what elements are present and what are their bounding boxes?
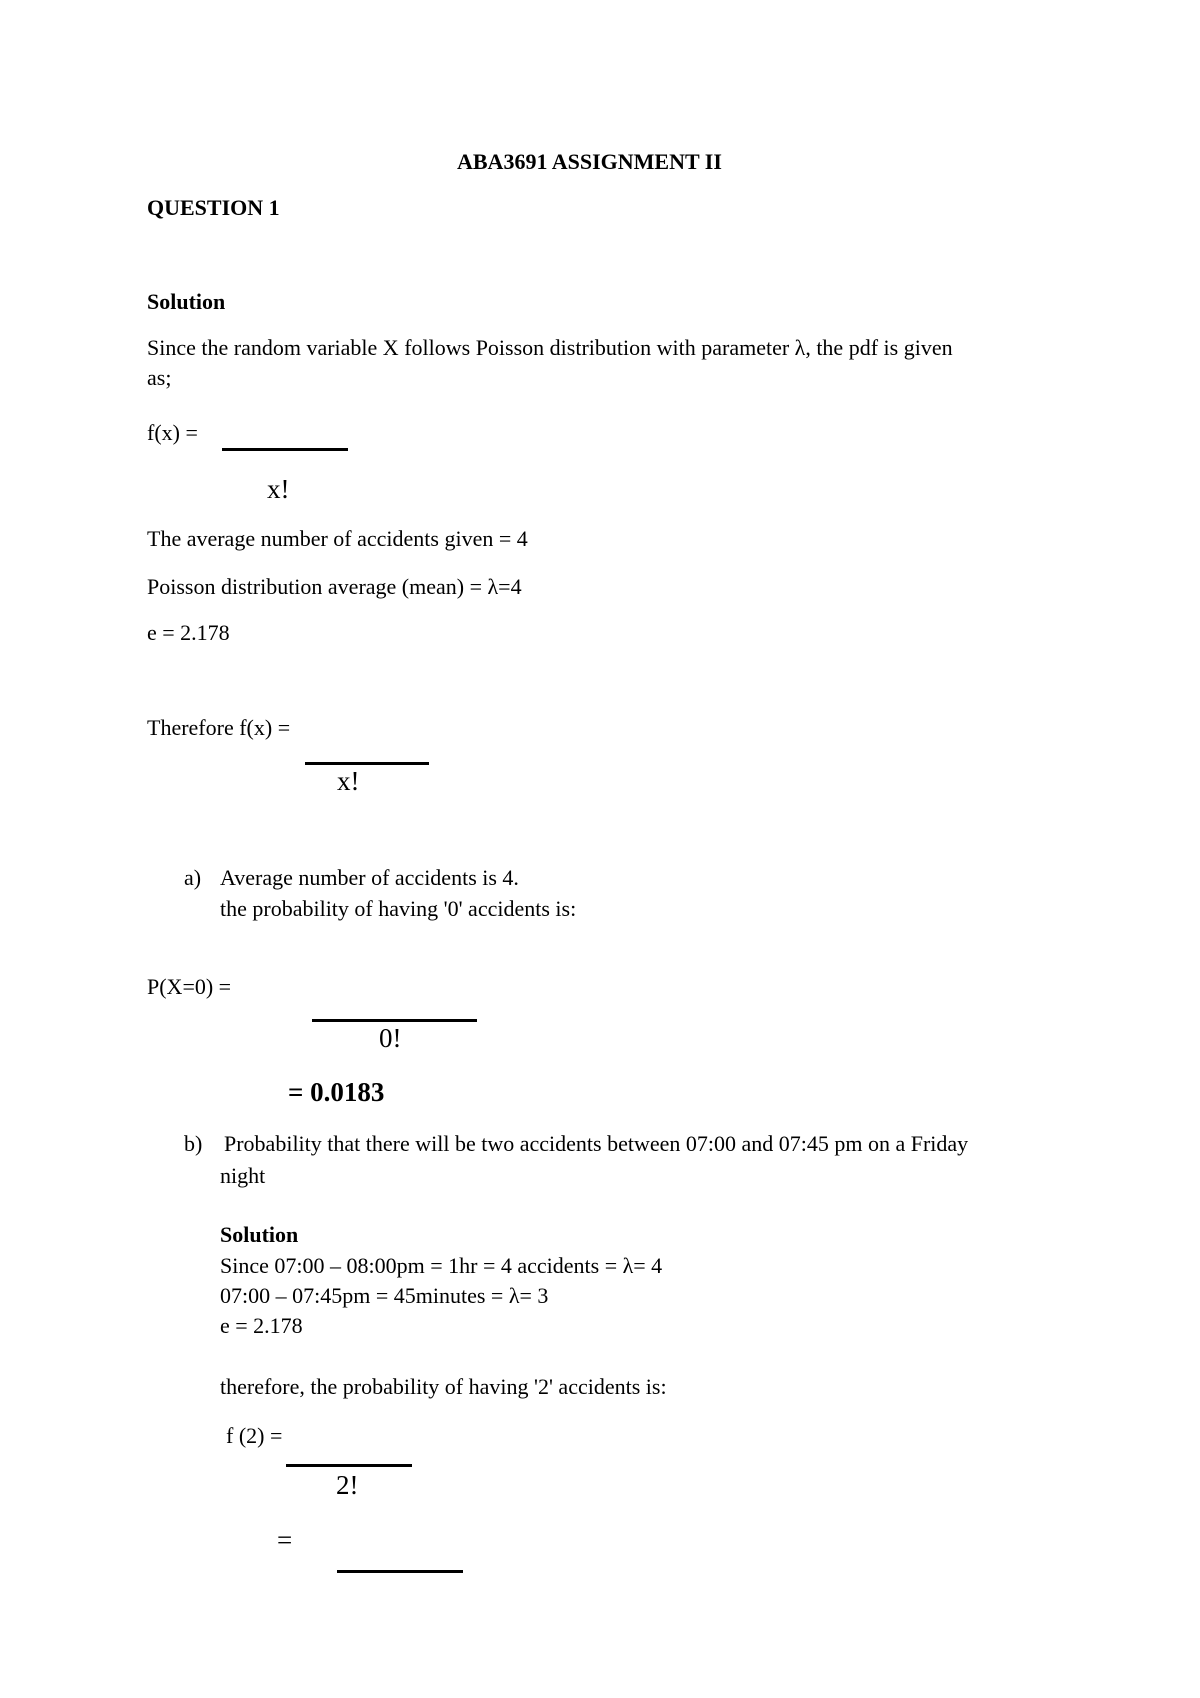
part-b-step-2: 07:00 – 07:45pm = 45minutes = λ= 3 xyxy=(220,1283,549,1308)
fx-label: f(x) = xyxy=(147,420,198,445)
part-b-line-2: night xyxy=(220,1163,266,1188)
part-b-equals: = xyxy=(277,1525,293,1555)
average-given-text: The average number of accidents given = 4 xyxy=(147,526,528,551)
therefore-denominator: x! xyxy=(337,766,360,796)
part-b-marker: b) xyxy=(184,1131,203,1156)
fx-denominator: x! xyxy=(267,474,290,504)
part-b-solution-heading: Solution xyxy=(220,1222,299,1247)
intro-text-line-1: Since the random variable X follows Poisson distribution with parameter λ, the pdf is given xyxy=(147,335,953,360)
part-a-line-1: Average number of accidents is 4. xyxy=(220,865,519,890)
part-b-second-fraction-bar xyxy=(337,1570,463,1573)
part-b-fraction-bar xyxy=(286,1464,412,1467)
therefore-fx-label: Therefore f(x) = xyxy=(147,715,291,740)
part-b-step-1: Since 07:00 – 08:00pm = 1hr = 4 accidents = λ= 4 xyxy=(220,1253,663,1278)
therefore-fraction-bar xyxy=(305,762,429,765)
fx-fraction-bar xyxy=(222,448,348,451)
part-a-fraction-bar xyxy=(312,1019,477,1022)
part-b-f-label: f (2) = xyxy=(226,1423,283,1448)
page-title: ABA3691 ASSIGNMENT II xyxy=(457,149,722,174)
part-a-p-label: P(X=0) = xyxy=(147,974,232,999)
part-a-marker: a) xyxy=(184,865,202,890)
part-b-denominator: 2! xyxy=(336,1470,359,1500)
part-b-e-value: e = 2.178 xyxy=(220,1313,303,1338)
solution-heading: Solution xyxy=(147,289,226,314)
e-value-text: e = 2.178 xyxy=(147,620,230,645)
intro-text-line-2: as; xyxy=(147,365,172,390)
part-b-line-1: Probability that there will be two accidents between 07:00 and 07:45 pm on a Friday xyxy=(224,1131,969,1156)
part-b-therefore: therefore, the probability of having '2' accidents is: xyxy=(220,1374,667,1399)
part-a-line-2: the probability of having '0' accidents is: xyxy=(220,896,577,921)
poisson-mean-text: Poisson distribution average (mean) = λ=4 xyxy=(147,574,522,599)
part-a-result: = 0.0183 xyxy=(288,1077,385,1107)
question-heading: QUESTION 1 xyxy=(147,195,280,220)
part-a-denominator: 0! xyxy=(379,1023,402,1053)
